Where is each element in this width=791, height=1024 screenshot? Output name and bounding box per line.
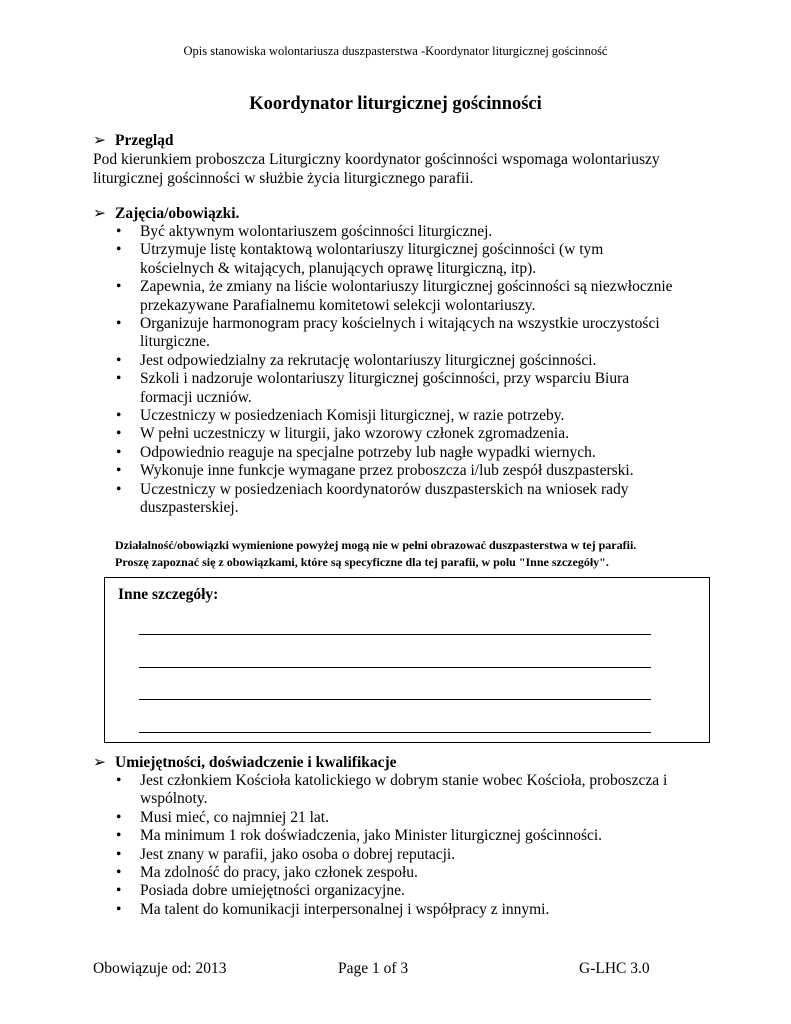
duty-item: • Szkoli i nadzoruje wolontariuszy liturgicznej gościnności, przy wsparciu Biura formacji uczniów. (0, 370, 680, 407)
duties-heading (93, 204, 239, 223)
overview-heading (93, 131, 174, 150)
fill-in-line[interactable] (139, 667, 651, 668)
overview-heading-text: Przegląd (115, 132, 174, 149)
duty-item: • Organizuje harmonogram pracy kościelnych i witających na wszystkie uroczystości liturgiczne. (0, 315, 680, 352)
document-title: Koordynator liturgicznej gościnności (249, 94, 542, 114)
skills-heading-text: Umiejętności, doświadczenie i kwalifikacje (115, 754, 397, 771)
duty-item: • Uczestniczy w posiedzeniach koordynatorów duszpasterskich na wniosek rady duszpasterskiej. (0, 481, 680, 518)
running-header: Opis stanowiska wolontariusza duszpasterstwa -Koordynator liturgicznej gościnność (183, 44, 608, 58)
fill-in-line[interactable] (139, 634, 651, 635)
skills-list (0, 772, 680, 919)
arrow-bullet-icon: ➢ (93, 754, 106, 771)
footer-effective-date: Obowiązuje od: 2013 (93, 960, 227, 977)
skill-item: • Posiada dobre umiejętności organizacyjne. (0, 882, 680, 900)
arrow-bullet-icon: ➢ (93, 132, 106, 149)
skill-item: • Ma talent do komunikacji interpersonalnej i współpracy z innymi. (0, 901, 680, 919)
skill-item: • Musi mieć, co najmniej 21 lat. (0, 809, 680, 827)
other-details-title: Inne szczegóły: (118, 586, 219, 603)
duty-item: • Utrzymuje listę kontaktową wolontariuszy liturgicznej gościnności (w tym kościelnych & witających, planujących oprawę liturgiczną, itp). (0, 241, 680, 278)
scope-notice-line2: Proszę zapoznać się z obowiązkami, które są specyficzne dla tej parafii, w polu "Inne szczegóły". (115, 554, 609, 569)
footer-page-number: Page 1 of 3 (338, 960, 409, 977)
skills-heading (93, 753, 397, 772)
duty-item: • Być aktywnym wolontariuszem gościnności liturgicznej. (0, 223, 680, 241)
duties-heading-text: Zajęcia/obowiązki. (115, 205, 240, 222)
fill-in-line[interactable] (139, 732, 651, 733)
duty-item: • Jest odpowiedzialny za rekrutację wolontariuszy liturgicznej gościnności. (0, 352, 680, 370)
duty-item: • Zapewnia, że zmiany na liście wolontariuszy liturgicznej gościnności są niezwłocznie przekazywane Parafialnemu komitetowi selekcji wolontariuszy. (0, 278, 680, 315)
skill-item: • Ma minimum 1 rok doświadczenia, jako Minister liturgicznej gościnności. (0, 827, 680, 845)
skill-item: • Jest członkiem Kościoła katolickiego w dobrym stanie wobec Kościoła, proboszcza i wspólnoty. (0, 772, 680, 809)
duty-item: • Wykonuje inne funkcje wymagane przez proboszcza i/lub zespół duszpasterski. (0, 462, 680, 480)
overview-text: Pod kierunkiem proboszcza Liturgiczny koordynator gościnności wspomaga wolontariuszy liturgicznej gościnności w służbie życia liturgicznego parafii. (93, 151, 660, 187)
duty-item: • W pełni uczestniczy w liturgii, jako wzorowy członek zgromadzenia. (0, 425, 680, 443)
fill-in-line[interactable] (139, 699, 651, 700)
skill-item: • Jest znany w parafii, jako osoba o dobrej reputacji. (0, 846, 680, 864)
duties-list (0, 223, 680, 518)
skill-item: • Ma zdolność do pracy, jako członek zespołu. (0, 864, 680, 882)
duty-item: • Odpowiednio reaguje na specjalne potrzeby lub nagłe wypadki wiernych. (0, 444, 680, 462)
scope-notice (115, 537, 735, 570)
footer-document-code: G-LHC 3.0 (579, 960, 650, 977)
duty-item: • Uczestniczy w posiedzeniach Komisji liturgicznej, w razie potrzeby. (0, 407, 680, 425)
scope-notice-line1: Działalność/obowiązki wymienione powyżej mogą nie w pełni obrazować duszpasterstwa w tej parafii. (115, 538, 637, 552)
arrow-bullet-icon: ➢ (93, 205, 106, 222)
